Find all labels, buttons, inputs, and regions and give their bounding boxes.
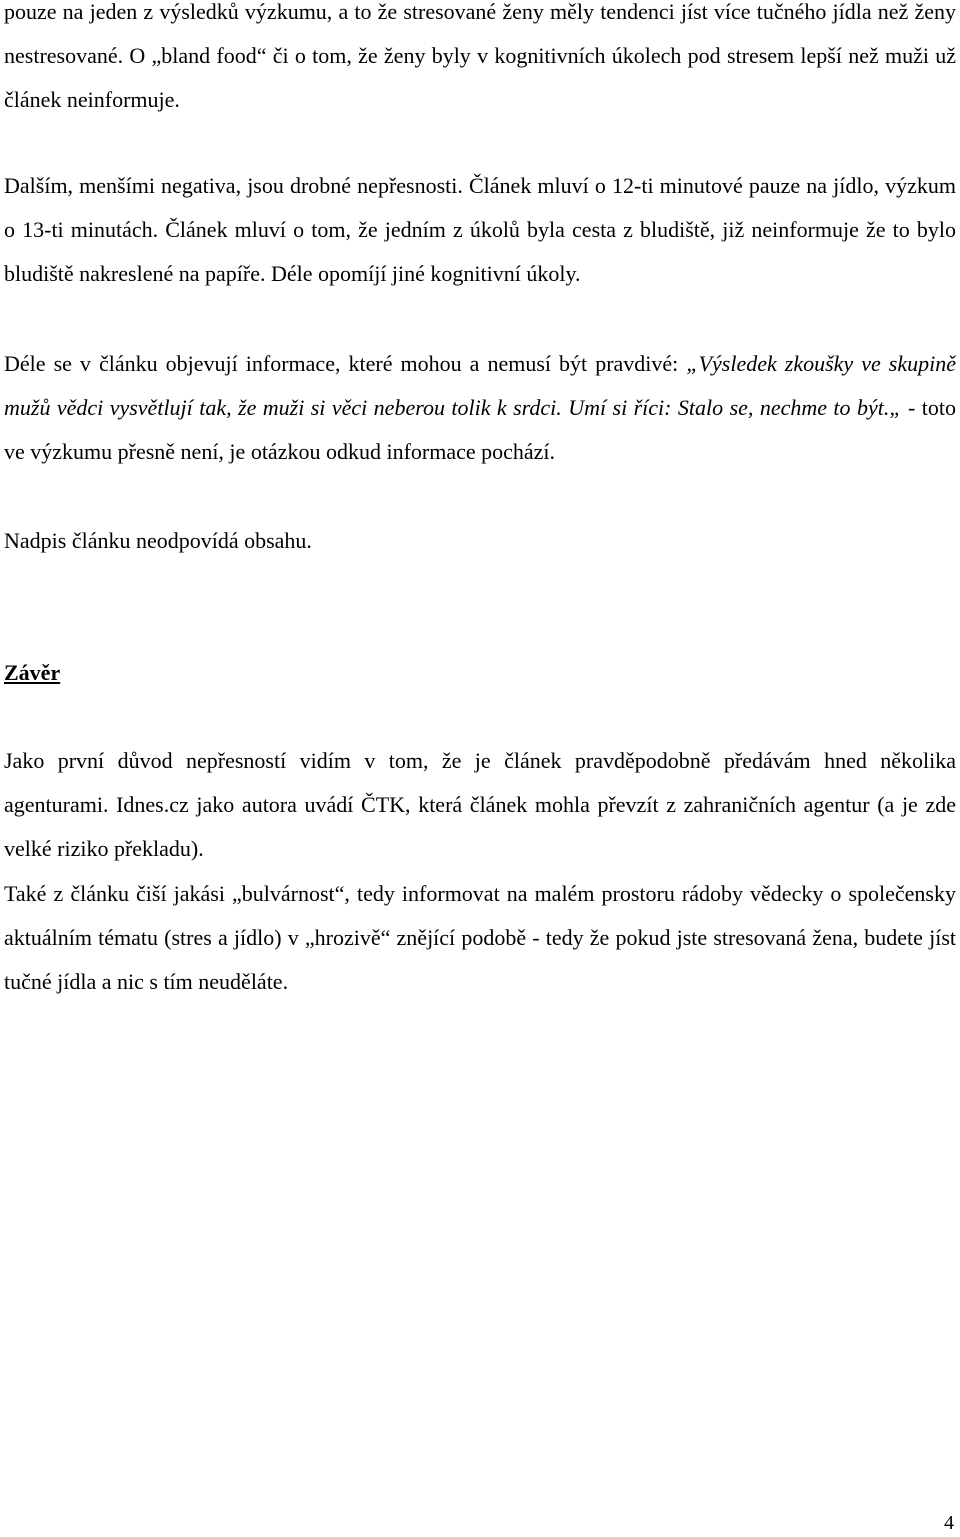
italic-quote: „Výsledek zkoušky ve skupině mužů vědci vysvětlují tak, že muži si věci neberou tolik k srdci. Umí si říci: Stalo se, nechme to být.„ bbox=[4, 351, 956, 420]
section-heading-conclusion: Závěr bbox=[4, 660, 61, 685]
paragraph-uncertain-information bbox=[4, 342, 956, 474]
paragraph-results: pouze na jeden z výsledků výzkumu, a to že stresované ženy měly tendenci jíst více tučného jídla než ženy nestresované. O „bland food“ či o tom, že ženy byly v kognitivních úkolech pod stresem lepší než muži už článek neinformuje. bbox=[4, 0, 956, 112]
paragraph-conclusion-agencies: Jako první důvod nepřesností vidím v tom, že je článek pravděpodobně předávám hned několika agenturami. Idnes.cz jako autora uvádí ČTK, která článek mohla převzít z zahraničních agentur (a je zde velké riziko překladu). bbox=[4, 748, 956, 861]
paragraph-title-mismatch: Nadpis článku neodpovídá obsahu. bbox=[4, 528, 312, 553]
paragraph-intro-text: Déle se v článku objevují informace, které mohou a nemusí být pravdivé: bbox=[4, 351, 687, 376]
paragraph-conclusion-tabloid: Také z článku čiší jakási „bulvárnost“, tedy informovat na malém prostoru rádoby vědecky o společensky aktuálním tématu (stres a jídlo) v „hrozivě“ znějící podobě - tedy že pokud jste stresovaná žena, budete jíst tučné jídla a nic s tím neuděláte. bbox=[4, 881, 956, 994]
page-number: 4 bbox=[944, 1512, 954, 1534]
paragraph-outro-text: - toto ve výzkumu přesně není, je otázkou odkud informace pochází. bbox=[4, 395, 956, 464]
paragraph-inaccuracies: Dalším, menšími negativa, jsou drobné nepřesnosti. Článek mluví o 12-ti minutové pauze na jídlo, výzkum o 13-ti minutách. Článek mluví o tom, že jedním z úkolů byla cesta z bludiště, již neinformuje že to bylo bludiště nakreslené na papíře. Déle opomíjí jiné kognitivní úkoly. bbox=[4, 173, 956, 286]
